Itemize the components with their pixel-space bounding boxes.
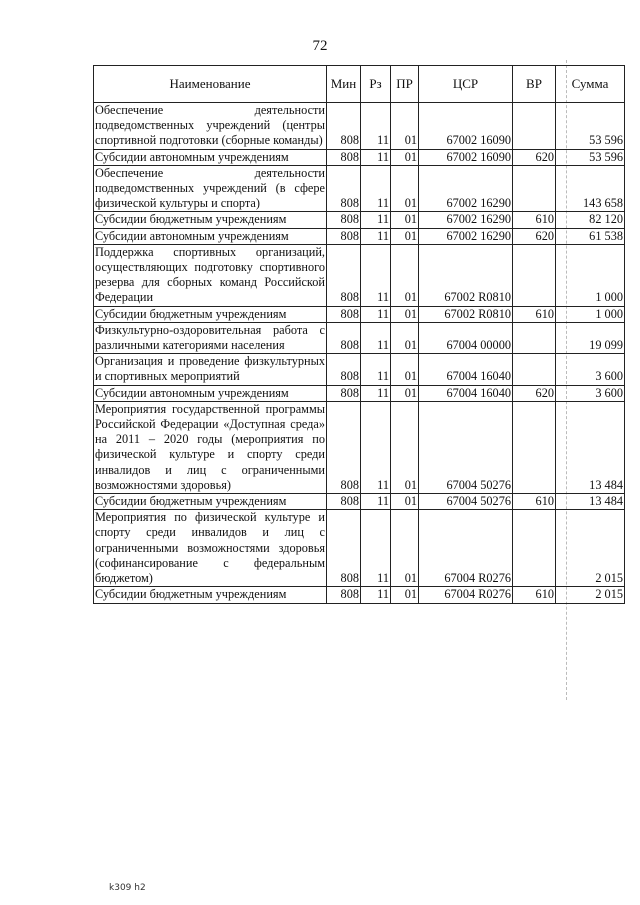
header-rz: Рз (361, 66, 391, 103)
row-name: Субсидии бюджетным учреждениям (94, 587, 327, 603)
row-csr: 67004 16040 (419, 385, 513, 401)
row-min: 808 (327, 306, 361, 322)
row-vr: 610 (513, 494, 556, 510)
row-rz: 11 (361, 103, 391, 150)
table-body (94, 103, 625, 604)
row-vr: 620 (513, 149, 556, 165)
row-rz: 11 (361, 212, 391, 228)
row-min: 808 (327, 401, 361, 493)
row-pr: 01 (391, 354, 419, 385)
row-min: 808 (327, 510, 361, 587)
table-row (94, 510, 625, 587)
row-min: 808 (327, 587, 361, 603)
row-name: Обеспечение деятельности подведомственных учреждений (центры спортивной подготовки (сборные команды) (95, 103, 325, 148)
row-sum: 53 596 (556, 149, 625, 165)
row-vr (513, 510, 556, 587)
table-row (94, 103, 625, 150)
row-pr: 01 (391, 103, 419, 150)
row-vr (513, 244, 556, 306)
table-row (94, 212, 625, 228)
header-pr: ПР (391, 66, 419, 103)
row-rz: 11 (361, 306, 391, 322)
row-csr: 67002 16290 (419, 228, 513, 244)
table-row (94, 385, 625, 401)
row-name: Субсидии бюджетным учреждениям (94, 212, 327, 228)
row-vr: 610 (513, 306, 556, 322)
row-rz: 11 (361, 494, 391, 510)
header-sum: Сумма (556, 66, 625, 103)
row-rz: 11 (361, 354, 391, 385)
row-rz: 11 (361, 587, 391, 603)
row-sum: 3 600 (556, 354, 625, 385)
row-pr: 01 (391, 510, 419, 587)
row-min: 808 (327, 494, 361, 510)
row-vr (513, 165, 556, 212)
row-csr: 67002 R0810 (419, 244, 513, 306)
row-sum: 1 000 (556, 244, 625, 306)
row-rz: 11 (361, 165, 391, 212)
row-vr: 610 (513, 212, 556, 228)
row-min: 808 (327, 228, 361, 244)
row-vr: 620 (513, 385, 556, 401)
table-header-row (94, 66, 625, 103)
row-sum: 143 658 (556, 165, 625, 212)
row-vr: 620 (513, 228, 556, 244)
row-vr (513, 354, 556, 385)
row-min: 808 (327, 212, 361, 228)
table-row (94, 322, 625, 353)
table-row (94, 354, 625, 385)
row-csr: 67002 R0810 (419, 306, 513, 322)
table-row (94, 244, 625, 306)
row-name: Мероприятия государственной программы Российской Федерации «Доступная среда» на 2011 – 2020 годы (мероприятия по физической культуре и спорту среди инвалидов и лиц с ограниченными возможностями здоровья) (95, 401, 325, 492)
row-csr: 67004 50276 (419, 401, 513, 493)
row-pr: 01 (391, 212, 419, 228)
row-sum: 13 484 (556, 494, 625, 510)
header-csr: ЦСР (419, 66, 513, 103)
row-min: 808 (327, 103, 361, 150)
row-vr (513, 322, 556, 353)
row-pr: 01 (391, 385, 419, 401)
row-pr: 01 (391, 494, 419, 510)
row-sum: 1 000 (556, 306, 625, 322)
row-rz: 11 (361, 228, 391, 244)
row-vr (513, 401, 556, 493)
row-min: 808 (327, 244, 361, 306)
row-pr: 01 (391, 322, 419, 353)
row-csr: 67002 16290 (419, 212, 513, 228)
row-name: Субсидии автономным учреждениям (94, 385, 327, 401)
row-min: 808 (327, 385, 361, 401)
row-rz: 11 (361, 322, 391, 353)
row-name: Поддержка спортивных организаций, осуществляющих подготовку спортивного резерва для сборных команд Российской Федерации (95, 244, 325, 305)
row-sum: 2 015 (556, 510, 625, 587)
row-name: Физкультурно-оздоровительная работа с различными категориями населения (95, 322, 325, 353)
row-sum: 53 596 (556, 103, 625, 150)
budget-table (93, 65, 625, 604)
row-vr: 610 (513, 587, 556, 603)
row-pr: 01 (391, 306, 419, 322)
table-row (94, 149, 625, 165)
header-name: Наименование (94, 66, 327, 103)
row-name: Субсидии автономным учреждениям (94, 228, 327, 244)
row-csr: 67002 16090 (419, 149, 513, 165)
row-name: Организация и проведение физкультурных и спортивных мероприятий (95, 354, 325, 384)
row-pr: 01 (391, 165, 419, 212)
table-row (94, 306, 625, 322)
row-rz: 11 (361, 385, 391, 401)
row-pr: 01 (391, 587, 419, 603)
table-row (94, 165, 625, 212)
row-csr: 67004 16040 (419, 354, 513, 385)
table-row (94, 587, 625, 603)
table-row (94, 228, 625, 244)
row-pr: 01 (391, 401, 419, 493)
row-vr (513, 103, 556, 150)
row-name: Мероприятия по физической культуре и спорту среди инвалидов и лиц с ограниченными возможностями здоровья (софинансирование с федеральным бюджетом) (95, 510, 325, 586)
row-rz: 11 (361, 510, 391, 587)
row-csr: 67002 16290 (419, 165, 513, 212)
row-min: 808 (327, 354, 361, 385)
row-csr: 67004 50276 (419, 494, 513, 510)
row-pr: 01 (391, 244, 419, 306)
table-row (94, 494, 625, 510)
row-min: 808 (327, 149, 361, 165)
row-name: Субсидии бюджетным учреждениям (94, 494, 327, 510)
row-sum: 2 015 (556, 587, 625, 603)
row-sum: 19 099 (556, 322, 625, 353)
row-csr: 67002 16090 (419, 103, 513, 150)
row-min: 808 (327, 165, 361, 212)
header-min: Мин (327, 66, 361, 103)
row-rz: 11 (361, 149, 391, 165)
row-sum: 3 600 (556, 385, 625, 401)
row-min: 808 (327, 322, 361, 353)
row-name: Субсидии бюджетным учреждениям (94, 306, 327, 322)
row-name: Субсидии автономным учреждениям (94, 149, 327, 165)
row-sum: 61 538 (556, 228, 625, 244)
row-csr: 67004 00000 (419, 322, 513, 353)
table-row (94, 401, 625, 493)
row-rz: 11 (361, 244, 391, 306)
row-name: Обеспечение деятельности подведомственных учреждений (в сфере физической культуры и спорта) (95, 165, 325, 211)
footer-code: k309 h2 (109, 883, 146, 893)
row-pr: 01 (391, 149, 419, 165)
row-sum: 82 120 (556, 212, 625, 228)
row-pr: 01 (391, 228, 419, 244)
header-vr: ВР (513, 66, 556, 103)
row-rz: 11 (361, 401, 391, 493)
row-csr: 67004 R0276 (419, 587, 513, 603)
row-sum: 13 484 (556, 401, 625, 493)
page-number: 72 (312, 38, 328, 54)
row-csr: 67004 R0276 (419, 510, 513, 587)
